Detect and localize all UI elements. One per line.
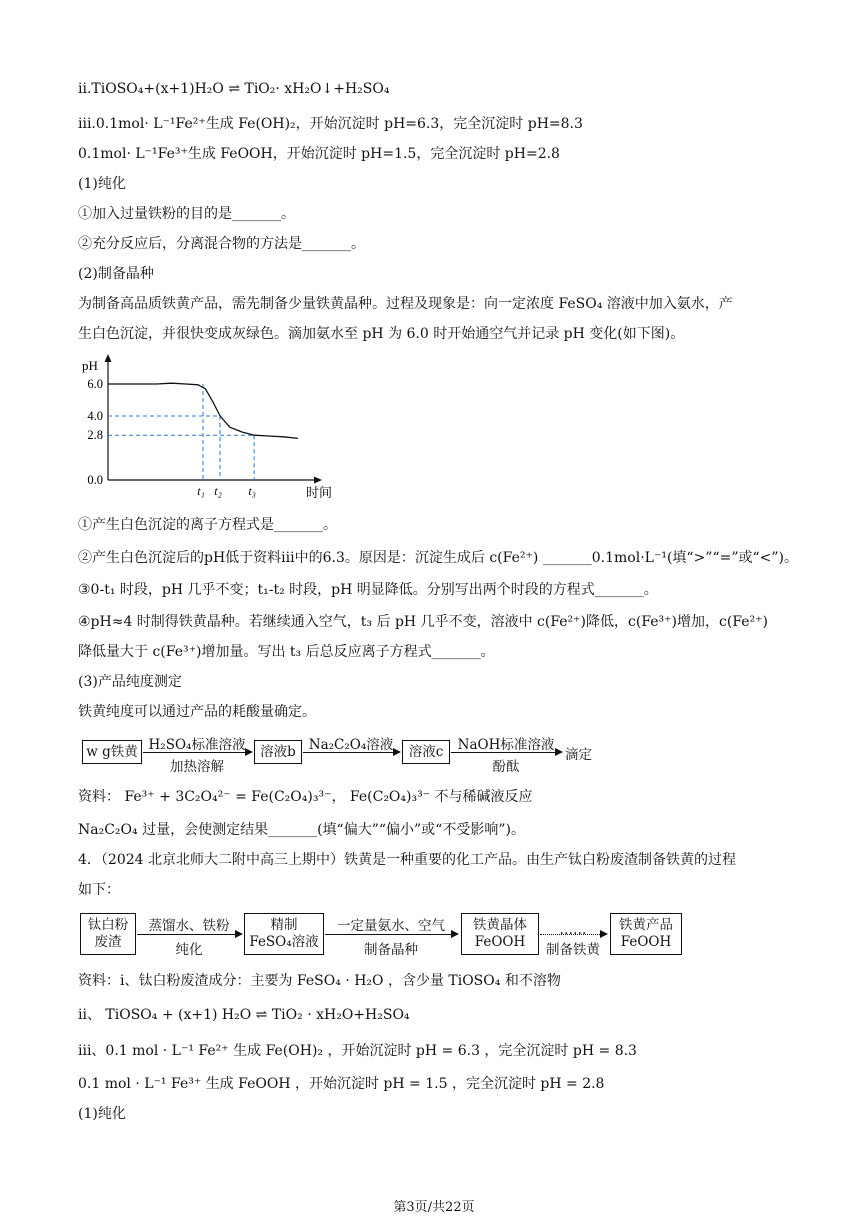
text-line: ii.TiOSO₄+(x+1)H₂O ⇌ TiO₂· xH₂O↓+H₂SO₄ — [78, 81, 390, 97]
y-tick-label: 4.0 — [87, 409, 103, 423]
question-line: ④pH≈4 时制得铁黄晶种。若继续通入空气，t₃ 后 pH 几乎不变，溶液中 c(Fe²⁺)降低，c(Fe³⁺)增加，c(Fe²⁺) — [78, 614, 769, 630]
flow-box-feso4 — [244, 913, 324, 955]
flow-arrow-top-label: 蒸馏水、铁粉 — [148, 918, 230, 934]
y-axis-arrowhead — [105, 354, 112, 362]
flow-box-product — [610, 913, 682, 955]
flow-arrow-bottom-label: 制备晶种 — [364, 942, 418, 958]
chart-axes — [105, 354, 323, 484]
flow-box-text: 废渣 — [94, 934, 122, 950]
flow-arrow-bottom-label: 酚酞 — [492, 759, 520, 775]
flow-arrow-top-label: 一定量氨水、空气 — [337, 918, 445, 934]
flow-box-seed-crystal — [461, 913, 539, 955]
flow-arrow-top-label: …… — [559, 922, 587, 938]
flow-end-label: 滴定 — [565, 747, 592, 763]
text-line: 如下： — [78, 882, 120, 898]
flow-arrow — [137, 934, 241, 935]
flow-arrow — [325, 934, 457, 935]
y-axis-label: pH — [82, 358, 98, 373]
flow-arrow-bottom-label: 加热溶解 — [170, 759, 224, 775]
question-line: ①加入过量铁粉的目的是_______。 — [78, 206, 295, 222]
y-tick-label: 0.0 — [87, 473, 103, 487]
flow-box-text: 铁黄晶体 — [473, 917, 527, 933]
text-line: 生白色沉淀，并很快变成灰绿色。滴加氨水至 pH 为 6.0 时开始通空气并记录 pH 变化(如下图)。 — [78, 326, 685, 342]
question-line: Na₂C₂O₄ 过量，会使测定结果_______(填“偏大”“偏小”或“不受影响”)。 — [78, 822, 525, 838]
flow-box-text: 钛白粉 — [87, 917, 129, 933]
flow-box-solution-b: 溶液b — [254, 740, 302, 764]
text-line: 0.1mol· L⁻¹Fe³⁺生成 FeOOH，开始沉淀时 pH=1.5，完全沉淀时 pH=2.8 — [78, 146, 560, 162]
flow-box-text: 铁黄产品 — [619, 917, 673, 933]
y-tick-label: 2.8 — [87, 428, 103, 443]
question-title: 4．（2024 北京北师大二附中高三上期中）铁黄是一种重要的化工产品。由生产钛白粉废渣制备铁黄的过程 — [78, 852, 736, 868]
chart-labels — [82, 358, 332, 500]
ph-time-chart — [78, 350, 333, 505]
text-line: 资料： Fe³⁺ + 3C₂O₄²⁻ = Fe(C₂O₄)₃³⁻， Fe(C₂O₄)₃³⁻ 不与稀碱液反应 — [78, 789, 533, 805]
question-line: ③0-t₁ 时段，pH 几乎不变；t₁-t₂ 时段，pH 明显降低。分别写出两个时段的方程式_______。 — [78, 582, 658, 598]
flow-arrow-bottom-label: 制备铁黄 — [546, 942, 600, 958]
x-axis-arrowhead — [314, 477, 322, 484]
text-line: 0.1 mol · L⁻¹ Fe³⁺ 生成 FeOOH ，开始沉淀时 pH = 1.5 ，完全沉淀时 pH = 2.8 — [78, 1076, 605, 1092]
flow-box-text: FeSO₄溶液 — [249, 934, 319, 950]
flow-box-sample: w g铁黄 — [82, 740, 142, 764]
question-line: 降低量大于 c(Fe³⁺)增加量。写出 t₃ 后总反应离子方程式_______。 — [78, 644, 495, 660]
x-tick-label: t₁ — [197, 484, 205, 498]
section-heading: (2)制备晶种 — [78, 266, 154, 282]
text-line: iii.0.1mol· L⁻¹Fe²⁺生成 Fe(OH)₂，开始沉淀时 pH=6.3，完全沉淀时 pH=8.3 — [78, 116, 583, 132]
text-line: 铁黄纯度可以通过产品的耗酸量确定。 — [78, 704, 316, 720]
section-heading: (1)纯化 — [78, 176, 126, 192]
flow-arrow-top-label: H₂SO₄标准溶液 — [148, 737, 246, 753]
flow-arrow-bottom-label: 纯化 — [175, 942, 203, 958]
section-heading: (1)纯化 — [78, 1106, 126, 1122]
flow-box-solution-c: 溶液c — [402, 740, 450, 764]
page-footer: 第3页/共22页 — [393, 1200, 475, 1215]
y-tick-label: 6.0 — [87, 377, 103, 391]
flow-arrow-top-label: Na₂C₂O₄溶液 — [308, 737, 394, 753]
flow-arrow-top-label: NaOH标准溶液 — [457, 737, 555, 753]
question-line: ①产生白色沉淀的离子方程式是_______。 — [78, 517, 337, 533]
x-tick-label: t₃ — [248, 484, 256, 498]
flow-box-text: FeOOH — [474, 934, 526, 950]
question-line: ②产生白色沉淀后的pH低于资料iii中的6.3。原因是：沉淀生成后 c(Fe²⁺) _______0.1mol·L⁻¹(填“>”“=”或“<”)。 — [78, 550, 799, 566]
text-line: iii、0.1 mol · L⁻¹ Fe²⁺ 生成 Fe(OH)₂ ，开始沉淀时 pH = 6.3 ，完全沉淀时 pH = 8.3 — [78, 1043, 637, 1059]
text-line: 资料：i、钛白粉废渣成分：主要为 FeSO₄ · H₂O ，含少量 TiOSO₄ 和不溶物 — [78, 973, 561, 989]
x-tick-label: t₂ — [214, 484, 222, 498]
flow-box-text: 精制 — [270, 917, 298, 933]
flow-box-waste — [80, 913, 136, 955]
x-axis-label: 时间 — [306, 485, 333, 500]
text-line: 为制备高品质铁黄产品，需先制备少量铁黄晶种。过程及现象是：向一定浓度 FeSO₄ 溶液中加入氨水，产 — [78, 296, 733, 312]
question-line: ②充分反应后，分离混合物的方法是_______。 — [78, 236, 365, 252]
text-line: ii、 TiOSO₄ + (x+1) H₂O ⇌ TiO₂ · xH₂O+H₂SO₄ — [78, 1007, 410, 1023]
section-heading: (3)产品纯度测定 — [78, 674, 182, 690]
chart-guides — [108, 384, 254, 480]
flow-box-text: FeOOH — [620, 934, 672, 950]
